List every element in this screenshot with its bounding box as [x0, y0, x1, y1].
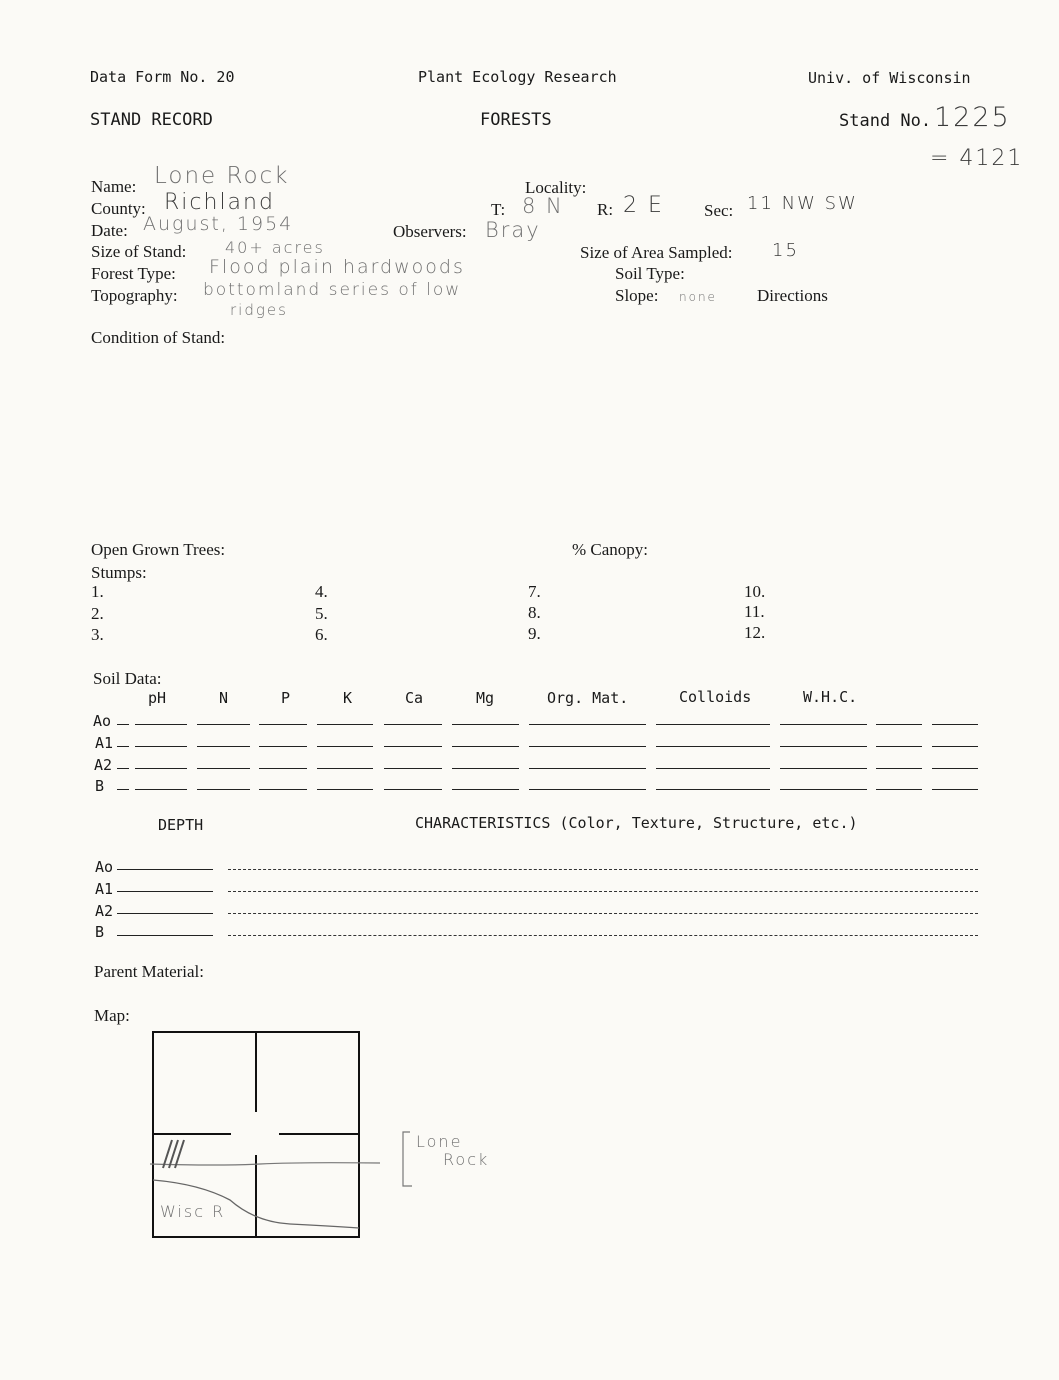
stump-number: 10. — [744, 582, 766, 601]
area-sampled-value: 15 — [772, 240, 799, 261]
township-label: T: — [491, 200, 506, 219]
soil-type-label: Soil Type: — [615, 264, 685, 283]
observers-value: Bray — [485, 218, 541, 242]
stump-number: 6. — [315, 625, 328, 644]
condition-label: Condition of Stand: — [91, 328, 226, 347]
map-annotation: Lone — [416, 1132, 463, 1151]
stump-number: 3. — [91, 625, 104, 644]
form-type: FORESTS — [480, 110, 552, 130]
topography-label: Topography: — [91, 286, 178, 305]
slope-label: Slope: — [615, 286, 659, 305]
characteristics-label: CHARACTERISTICS (Color, Texture, Structure, etc.) — [415, 814, 858, 832]
soil-column-header: Mg — [476, 689, 495, 707]
date-value: August, 1954 — [143, 213, 294, 235]
size-label: Size of Stand: — [91, 242, 187, 261]
section-value: 11 NW SW — [747, 193, 858, 214]
depth-label: DEPTH — [158, 816, 204, 834]
soil-column-header: W.H.C. — [803, 688, 858, 706]
date-label: Date: — [91, 221, 128, 240]
soil-row-label: A2 — [94, 756, 113, 774]
horizon-row-label: Ao — [95, 858, 114, 876]
river-label: Wisc R — [160, 1202, 226, 1221]
horizon-row-label: A2 — [95, 902, 114, 920]
size-value: 40+ acres — [225, 238, 325, 257]
range-label: R: — [597, 200, 614, 219]
name-value: Lone Rock — [154, 163, 290, 189]
canopy-label: % Canopy: — [572, 540, 649, 559]
soil-column-header: Colloids — [679, 688, 752, 706]
section-label: Sec: — [704, 201, 734, 220]
parent-material-label: Parent Material: — [94, 962, 204, 981]
topography-value-2: ridges — [230, 301, 288, 319]
stand-boundary-line — [150, 1163, 380, 1165]
locality-label: Locality: — [525, 178, 587, 197]
bracket-mark — [403, 1132, 412, 1186]
organization: Plant Ecology Research — [418, 68, 617, 86]
soil-row-label: Ao — [93, 712, 112, 730]
stump-number: 7. — [528, 582, 541, 601]
stumps-label: Stumps: — [91, 563, 147, 582]
university: Univ. of Wisconsin — [808, 69, 971, 87]
stand-no-alt: = 4121 — [930, 146, 1024, 171]
stump-number: 9. — [528, 624, 541, 643]
soil-row-label: A1 — [95, 734, 114, 752]
stand-no-label: Stand No. — [839, 111, 932, 131]
map-annotation: Rock — [443, 1150, 490, 1169]
record-title: STAND RECORD — [90, 110, 213, 130]
area-sampled-label: Size of Area Sampled: — [580, 243, 733, 262]
observers-label: Observers: — [393, 222, 467, 241]
soil-column-header: N — [219, 689, 229, 707]
soil-column-header: K — [343, 689, 353, 707]
soil-data-label: Soil Data: — [93, 669, 162, 688]
soil-row-label: B — [95, 777, 105, 795]
stump-number: 8. — [528, 603, 541, 622]
stump-number: 12. — [744, 623, 766, 642]
horizon-row-label: A1 — [95, 880, 114, 898]
stump-number: 4. — [315, 582, 328, 601]
county-value: Richland — [164, 190, 275, 215]
stand-no-value: 1225 — [934, 102, 1011, 133]
stump-number: 1. — [91, 582, 104, 601]
slope-value: none — [679, 290, 717, 304]
stump-number: 2. — [91, 604, 104, 623]
soil-column-header: P — [281, 689, 291, 707]
hatch-marks — [163, 1140, 184, 1168]
soil-column-header: Org. Mat. — [547, 689, 629, 707]
open-grown-trees-label: Open Grown Trees: — [91, 540, 226, 559]
forest-type-value: Flood plain hardwoods — [209, 256, 465, 278]
form-number: Data Form No. 20 — [90, 68, 235, 86]
stump-number: 5. — [315, 604, 328, 623]
map-label: Map: — [94, 1006, 130, 1025]
township-value: 8 N — [522, 194, 564, 218]
topography-value: bottomland series of low — [203, 280, 462, 300]
name-label: Name: — [91, 177, 137, 196]
soil-column-header: pH — [148, 689, 167, 707]
horizon-row-label: B — [95, 923, 105, 941]
soil-column-header: Ca — [405, 689, 424, 707]
range-value: 2 E — [623, 193, 664, 218]
forest-type-label: Forest Type: — [91, 264, 176, 283]
stump-number: 11. — [744, 602, 765, 621]
county-label: County: — [91, 199, 146, 218]
directions-label: Directions — [757, 286, 828, 305]
